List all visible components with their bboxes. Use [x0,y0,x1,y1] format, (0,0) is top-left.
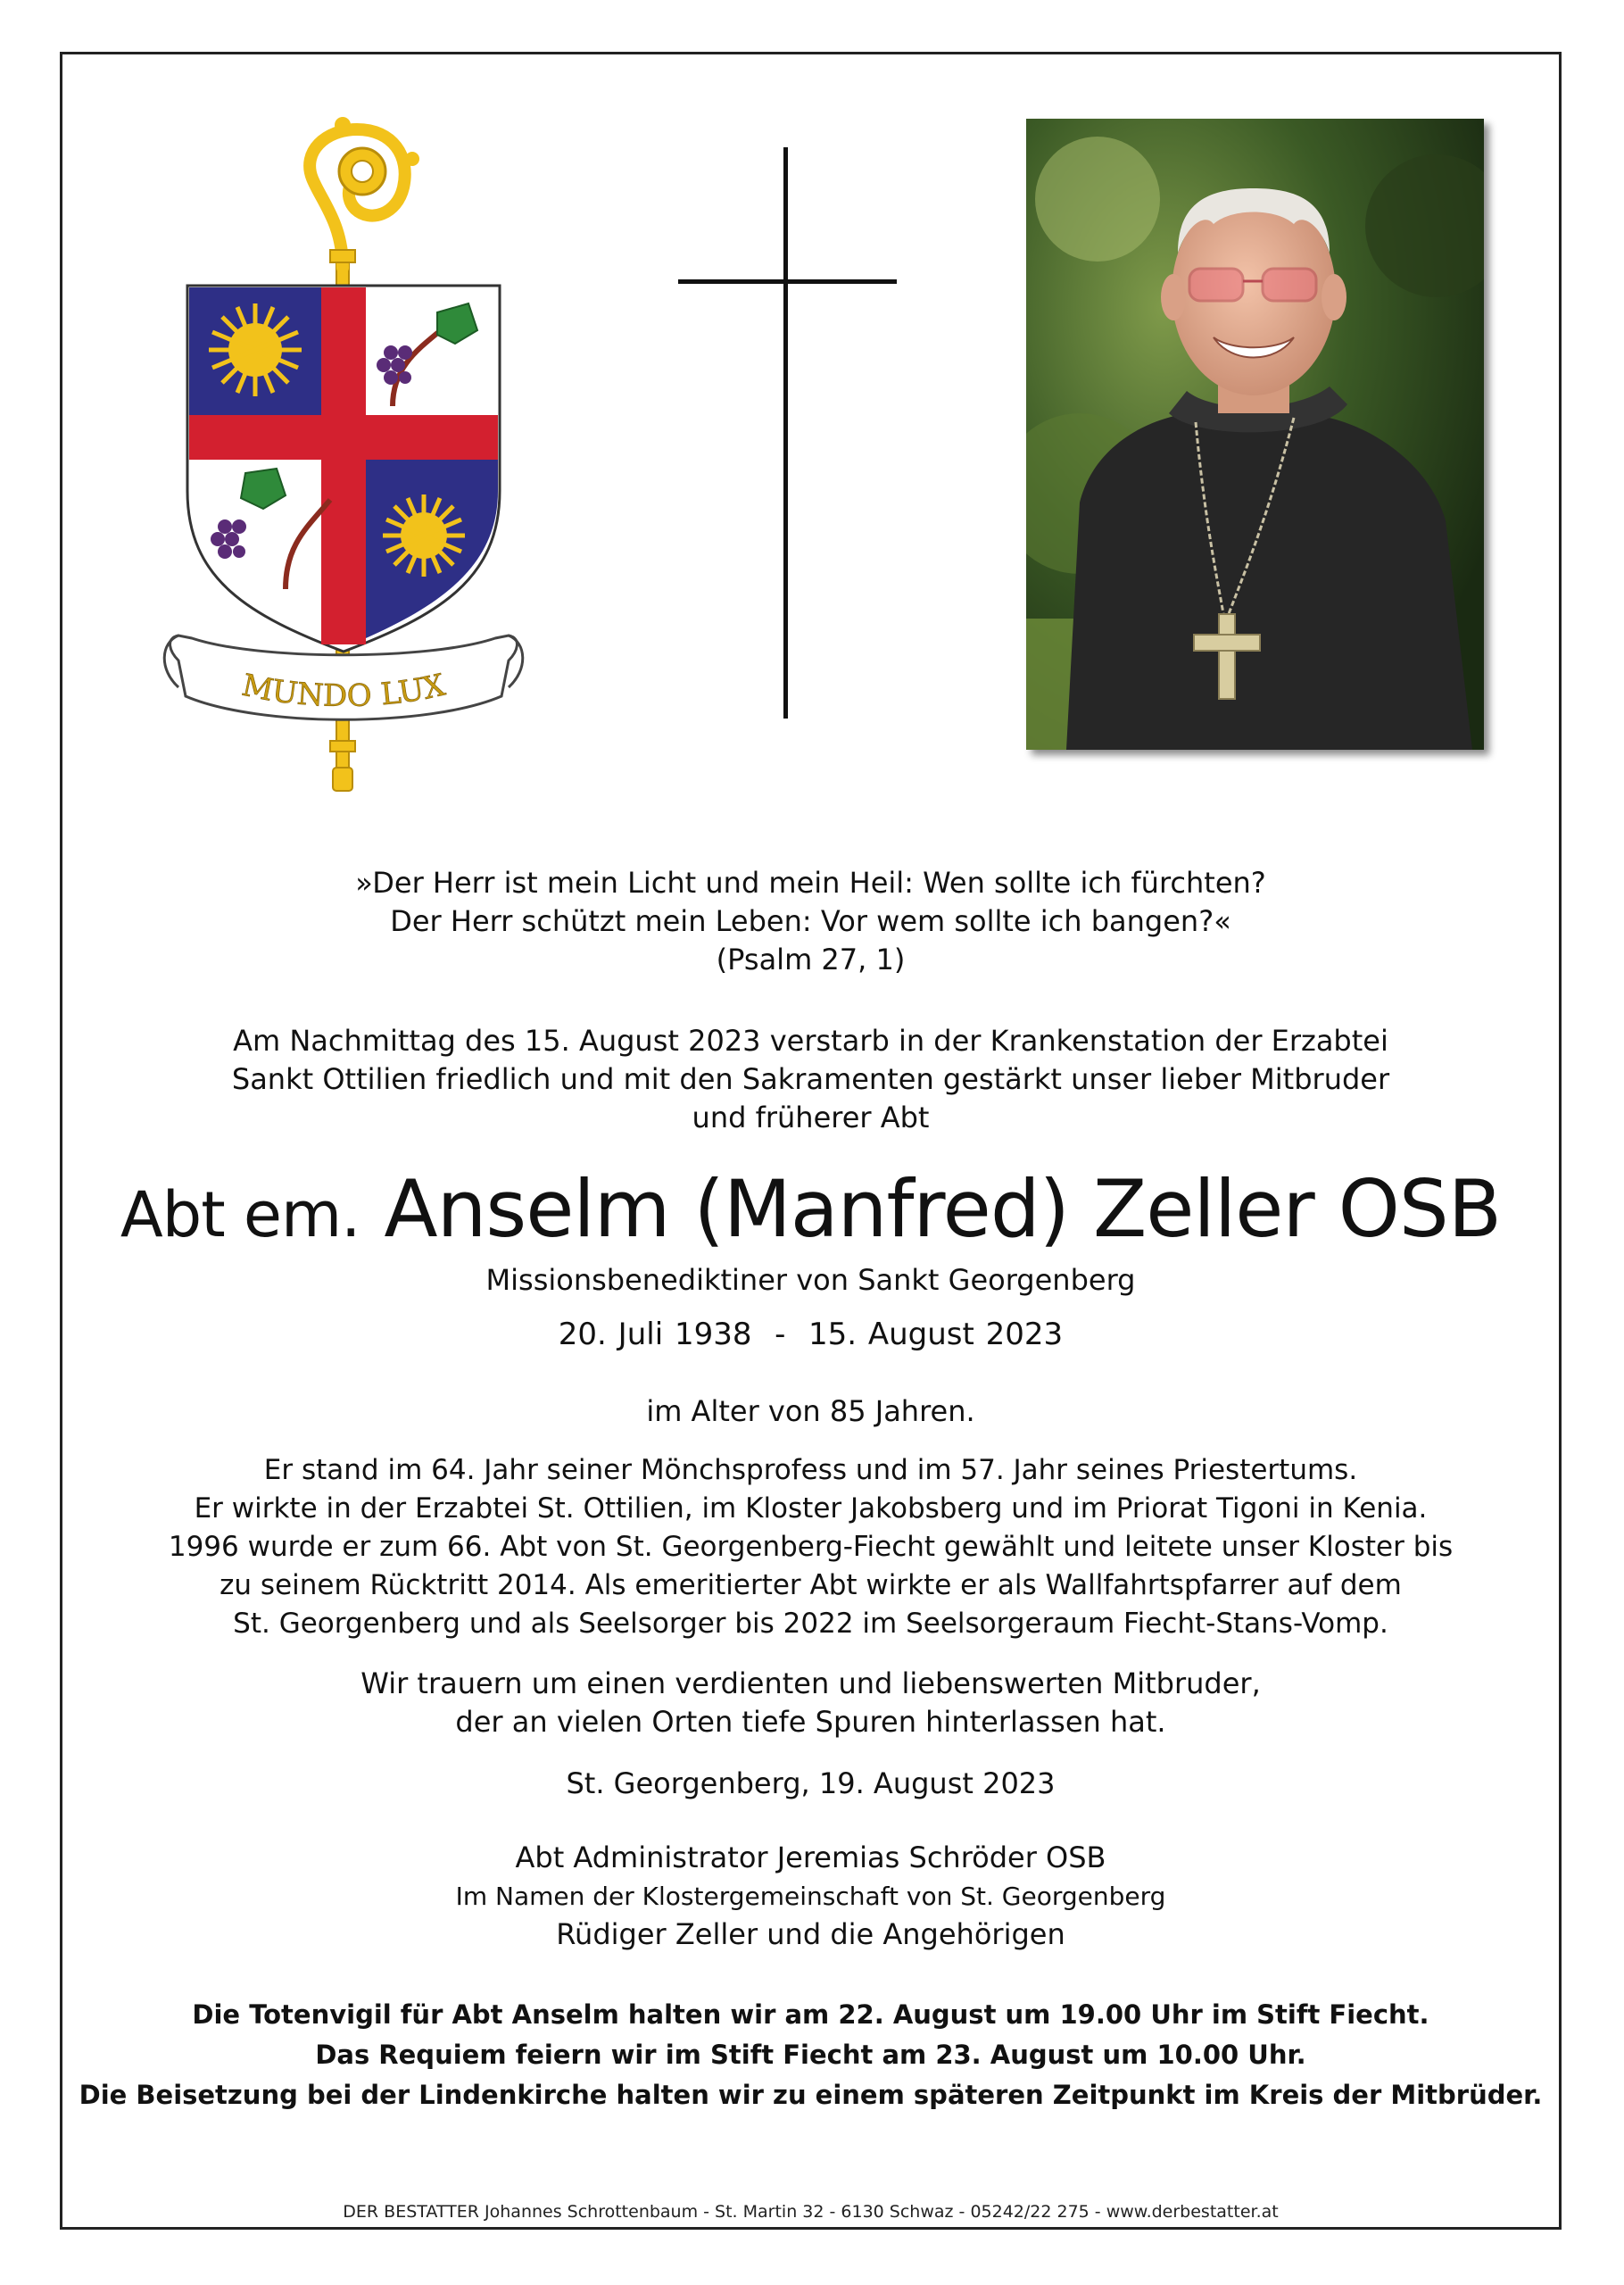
psalm-reference: (Psalm 27, 1) [716,943,906,976]
mourning-statement [60,1665,1562,1741]
coat-of-arms-emblem [152,116,535,794]
psalm-line: Der Herr schützt mein Leben: Vor wem sollte ich bangen?« [390,904,1231,938]
funeral-events [60,1995,1562,2115]
crest-motto: MUNDO LUX [238,667,449,715]
mourning-line: der an vielen Orten tiefe Spuren hinterlassen hat. [455,1705,1166,1739]
bio-line: Er stand im 64. Jahr seiner Mönchsprofess und im 57. Jahr seines Priestertums. [263,1454,1358,1486]
bio-line: St. Georgenberg und als Seelsorger bis 2022 im Seelsorgeraum Fiecht-Stans-Vomp. [233,1608,1388,1640]
bio-line: Er wirkte in der Erzabtei St. Ottilien, im Kloster Jakobsberg und im Priorat Tigoni in Kenia. [194,1492,1428,1525]
psalm-quote [60,864,1562,979]
funeral-home-footer: DER BESTATTER Johannes Schrottenbaum - St. Martin 32 - 6130 Schwaz - 05242/22 275 - www.derbestatter.at [343,2202,1279,2222]
age-text: im Alter von 85 Jahren. [646,1394,975,1428]
deceased-name-heading [60,1160,1562,1264]
event-burial: Die Beisetzung bei der Lindenkirche halten wir zu einem späteren Zeitpunkt im Kreis der Mitbrüder. [79,2080,1543,2110]
intro-line: Sankt Ottilien friedlich und mit den Sakramenten gestärkt unser lieber Mitbruder [231,1062,1390,1096]
event-vigil: Die Totenvigil für Abt Anselm halten wir am 22. August um 19.00 Uhr im Stift Fiecht. [192,1999,1429,2030]
biography [60,1451,1562,1643]
deceased-subtitle: Missionsbenediktiner von Sankt Georgenberg [485,1263,1136,1297]
cross-icon [678,147,897,719]
bio-line: zu seinem Rücktritt 2014. Als emeritierter Abt wirkte er als Wallfahrtspfarrer auf dem [220,1569,1402,1601]
bio-line: 1996 wurde er zum 66. Abt von St. Georgenberg-Fiecht gewählt und leitete unser Kloster bis [168,1531,1454,1563]
name-prefix: Abt em. [120,1178,360,1251]
signer-family: Rüdiger Zeller und die Angehörigen [556,1917,1065,1951]
intro-line: Am Nachmittag des 15. August 2023 verstarb in der Krankenstation der Erzabtei [233,1024,1388,1058]
place-and-date: St. Georgenberg, 19. August 2023 [566,1766,1056,1800]
life-dates: 20. Juli 1938 - 15. August 2023 [558,1317,1064,1352]
portrait-photo [1026,119,1484,750]
psalm-line: »Der Herr ist mein Licht und mein Heil: Wen sollte ich fürchten? [355,866,1266,900]
signatories [60,1839,1562,1954]
signer-abbot: Abt Administrator Jeremias Schröder OSB [515,1840,1106,1874]
intro-line: und früherer Abt [692,1101,930,1134]
event-requiem: Das Requiem feiern wir im Stift Fiecht am 23. August um 10.00 Uhr. [315,2040,1306,2070]
signer-community: Im Namen der Klostergemeinschaft von St. Georgenberg [455,1882,1166,1911]
deceased-name: Anselm (Manfred) Zeller OSB [384,1163,1502,1255]
mourning-line: Wir trauern um einen verdienten und liebenswerten Mitbruder, [360,1666,1261,1700]
death-announcement-intro [60,1022,1562,1137]
